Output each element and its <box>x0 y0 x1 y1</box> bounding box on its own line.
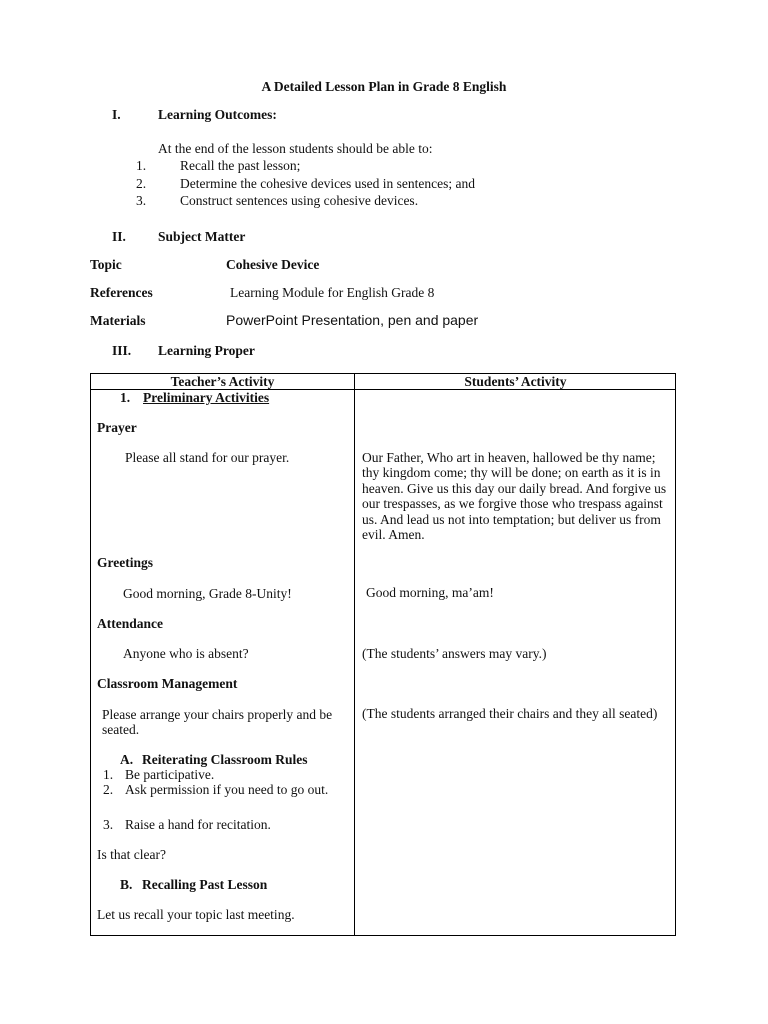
greetings-heading: Greetings <box>97 555 153 570</box>
student-column-header: Students’ Activity <box>464 374 567 389</box>
rule-number: 1. <box>103 767 114 782</box>
list-item-number: 1. <box>136 158 147 173</box>
list-item: Determine the cohesive devices used in sentences; and <box>180 176 476 191</box>
greetings-teacher-text: Good morning, Grade 8-Unity! <box>123 586 292 601</box>
prayer-heading: Prayer <box>97 420 137 435</box>
recall-letter: B. <box>120 877 133 892</box>
list-item-number: 2. <box>136 176 147 191</box>
management-teacher-text: Please arrange your chairs properly and be seated. <box>102 707 333 738</box>
clear-question: Is that clear? <box>97 847 166 862</box>
rules-heading: Reiterating Classroom Rules <box>142 752 308 767</box>
teacher-column-header: Teacher’s Activity <box>170 374 275 389</box>
prayer-teacher-text: Please all stand for our prayer. <box>125 450 290 465</box>
recall-text: Let us recall your topic last meeting. <box>97 907 295 922</box>
topic-label: Topic <box>90 257 122 272</box>
topic-value: Cohesive Device <box>226 257 320 272</box>
attendance-heading: Attendance <box>97 616 163 631</box>
rule-number: 3. <box>103 817 114 832</box>
recall-heading: Recalling Past Lesson <box>142 877 268 892</box>
management-students-text: (The students arranged their chairs and they all seated) <box>362 706 658 721</box>
rule-item: Raise a hand for recitation. <box>125 817 271 832</box>
rule-item: Ask permission if you need to go out. <box>125 782 329 797</box>
rules-letter: A. <box>120 752 134 767</box>
section-numeral-outcomes: I. <box>112 107 121 122</box>
prayer-students-text: Our Father, Who art in heaven, hallowed be thy name; thy kingdom come; thy will be done; on earth as it is in heaven. Give us this day our daily bread. And forgive us our trespasses, as we forgive those who trespass against us. And lead us not into temptation; but deliver us from evil. Amen. <box>362 450 667 543</box>
preliminary-number: 1. <box>120 390 131 405</box>
list-item-number: 3. <box>136 193 147 208</box>
section-heading-proper: Learning Proper <box>158 343 255 358</box>
list-item: Recall the past lesson; <box>180 158 301 173</box>
references-value: Learning Module for English Grade 8 <box>230 285 435 300</box>
rule-item: Be participative. <box>125 767 215 782</box>
section-numeral-subject: II. <box>112 229 126 244</box>
section-heading-subject: Subject Matter <box>158 229 246 244</box>
rule-number: 2. <box>103 782 114 797</box>
references-label: References <box>90 285 153 300</box>
document-title: A Detailed Lesson Plan in Grade 8 English <box>261 79 507 94</box>
section-numeral-proper: III. <box>112 343 132 358</box>
greetings-students-text: Good morning, ma’am! <box>366 585 494 600</box>
attendance-students-text: (The students’ answers may vary.) <box>362 646 547 661</box>
management-heading: Classroom Management <box>97 676 238 691</box>
outcomes-intro: At the end of the lesson students should be able to: <box>158 141 433 156</box>
list-item: Construct sentences using cohesive devices. <box>180 193 419 208</box>
materials-label: Materials <box>90 313 146 328</box>
activity-table <box>90 373 676 936</box>
materials-value: PowerPoint Presentation, pen and paper <box>226 312 479 328</box>
section-heading-outcomes: Learning Outcomes: <box>158 107 277 122</box>
preliminary-heading: Preliminary Activities <box>143 390 270 405</box>
attendance-teacher-text: Anyone who is absent? <box>123 646 249 661</box>
column-divider <box>354 374 355 935</box>
